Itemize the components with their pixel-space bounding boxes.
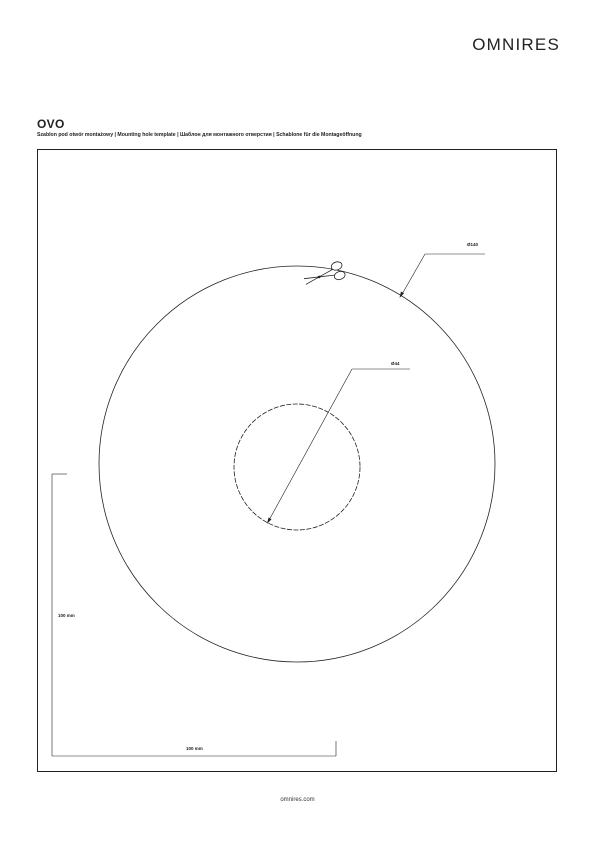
outer-cut-circle <box>99 266 495 662</box>
inner-diameter-leader <box>267 369 410 524</box>
vertical-scale-label: 100 mm <box>58 613 75 618</box>
template-title: OVO <box>37 117 65 131</box>
horizontal-scale-label: 100 mm <box>186 746 203 751</box>
scissors-icon <box>302 260 346 290</box>
outer-diameter-leader <box>400 254 486 298</box>
brand-logo: OMNIRES <box>472 35 560 54</box>
outer-diameter-label: Ø140 <box>467 242 479 247</box>
inner-cut-circle <box>234 404 360 530</box>
template-subtitle: Szablon pod otwór montażowy | Mounting hole template | Шаблон для монтажного отверстия | Schablone für die Montageöffnung <box>37 132 362 138</box>
footer-url[interactable]: omnires.com <box>280 797 315 803</box>
inner-diameter-label: Ø44 <box>391 361 400 366</box>
